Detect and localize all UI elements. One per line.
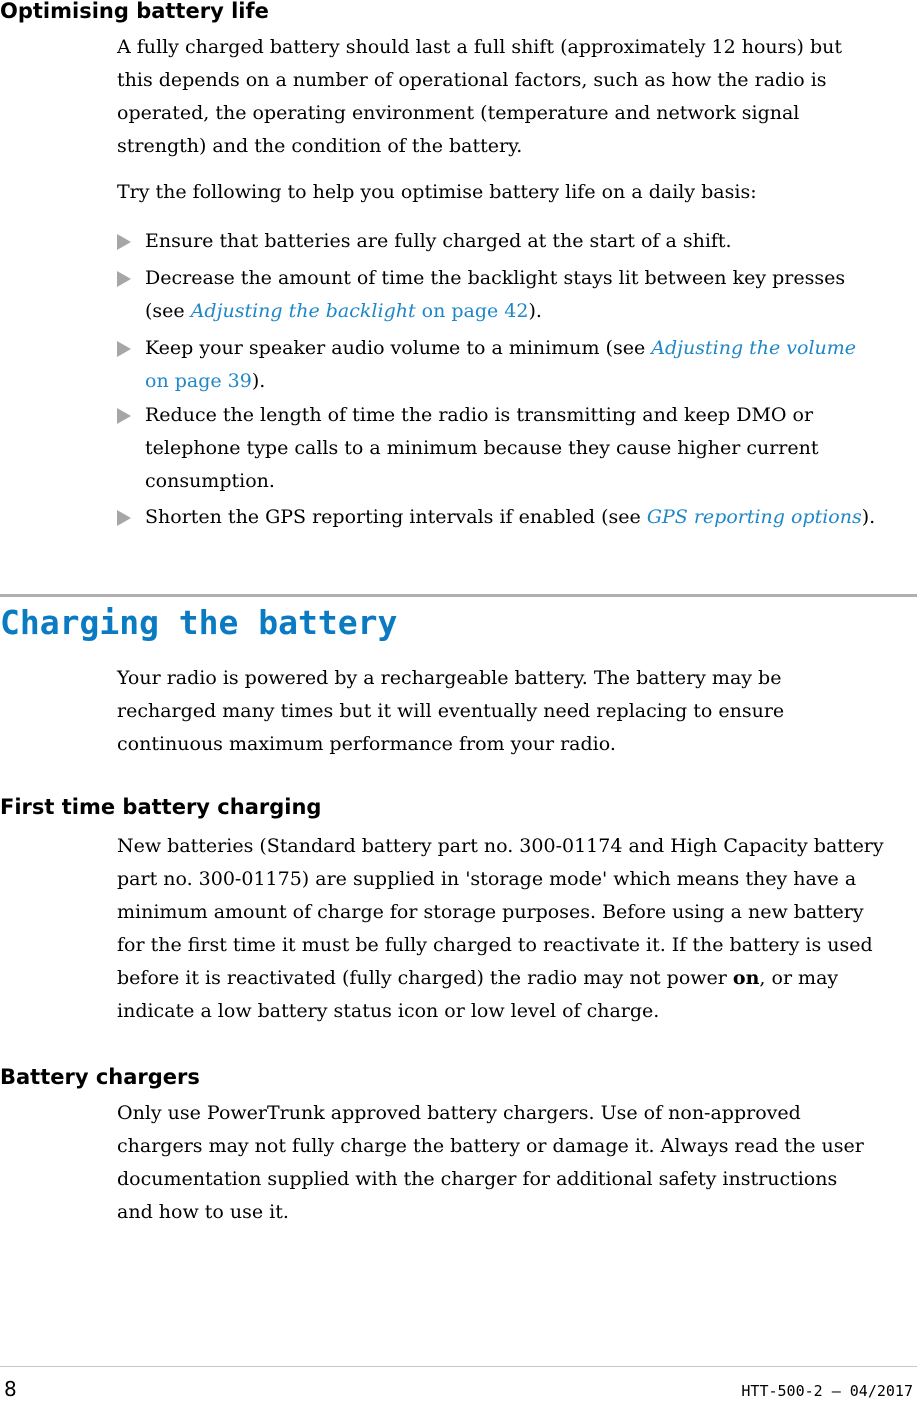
bullet-text-segment: Keep your speaker audio volume to a minimum (see bbox=[145, 337, 652, 359]
bullet-arrow-icon bbox=[117, 341, 131, 357]
text-line: minimum amount of charge for storage purposes. Before using a new battery bbox=[117, 901, 864, 923]
text-line: this depends on a number of operational factors, such as how the radio is bbox=[117, 69, 827, 91]
bullet-text bbox=[145, 399, 911, 498]
text-line: Only use PowerTrunk approved battery chargers. Use of non-approved bbox=[117, 1102, 801, 1124]
bullet-text-segment: Shorten the GPS reporting intervals if enabled (see bbox=[145, 506, 647, 528]
bold-term-on: on bbox=[732, 967, 760, 989]
bullet-item bbox=[117, 262, 911, 328]
link-gps-reporting-options[interactable]: GPS reporting options bbox=[646, 506, 862, 528]
section-heading-first-time: First time battery charging bbox=[0, 795, 322, 819]
text-line: documentation supplied with the charger for additional safety instructions bbox=[117, 1168, 838, 1190]
text-line: telephone type calls to a minimum because they cause higher current bbox=[145, 437, 819, 459]
text-line: indicate a low battery status icon or low level of charge. bbox=[117, 1000, 660, 1022]
paragraph-battery-chargers bbox=[117, 1097, 911, 1229]
link-adjusting-volume[interactable]: Adjusting the volume bbox=[651, 337, 857, 359]
bullet-text-segment: (see bbox=[145, 300, 191, 322]
text-line: operated, the operating environment (temperature and network signal bbox=[117, 102, 800, 124]
footer-divider bbox=[0, 1366, 917, 1367]
text-line bbox=[145, 295, 911, 328]
text-line bbox=[145, 365, 911, 398]
text-line: consumption. bbox=[145, 470, 275, 492]
text-line: New batteries (Standard battery part no. 300-01174 and High Capacity battery bbox=[117, 835, 884, 857]
section-heading-optimising: Optimising battery life bbox=[0, 0, 269, 23]
chapter-heading-charging: Charging the battery bbox=[0, 603, 398, 642]
bullet-item bbox=[117, 501, 911, 534]
bullet-text-segment: ). bbox=[861, 506, 876, 528]
bullet-item bbox=[117, 225, 911, 258]
bullet-text: Ensure that batteries are fully charged at the start of a shift. bbox=[145, 230, 732, 252]
bullet-text bbox=[145, 501, 911, 534]
text-line: and how to use it. bbox=[117, 1201, 289, 1223]
section-divider bbox=[0, 594, 917, 597]
page-ref-link[interactable]: on page 39 bbox=[145, 370, 252, 392]
section-heading-battery-chargers: Battery chargers bbox=[0, 1065, 200, 1089]
text-line: continuous maximum performance from your radio. bbox=[117, 733, 616, 755]
bullet-text-segment: ). bbox=[251, 370, 266, 392]
text-segment: before it is reactivated (fully charged) the radio may not power bbox=[117, 967, 733, 989]
text-line: for the first time it must be fully charged to reactivate it. If the battery is used bbox=[117, 934, 873, 956]
text-line: Your radio is powered by a rechargeable battery. The battery may be bbox=[117, 667, 782, 689]
text-line: strength) and the condition of the battery. bbox=[117, 135, 523, 157]
bullet-arrow-icon bbox=[117, 408, 131, 424]
document-code: HTT-500-2 – 04/2017 bbox=[741, 1382, 913, 1400]
page-number: 8 bbox=[4, 1377, 17, 1401]
page-ref-link[interactable]: on page 42 bbox=[415, 300, 529, 322]
bullet-arrow-icon bbox=[117, 510, 131, 526]
bullet-text bbox=[145, 332, 911, 398]
text-line: A fully charged battery should last a full shift (approximately 12 hours) but bbox=[117, 36, 842, 58]
text-line: part no. 300-01175) are supplied in 'storage mode' which means they have a bbox=[117, 868, 857, 890]
bullet-item bbox=[117, 332, 911, 398]
text-line bbox=[145, 332, 911, 365]
paragraph-charging-intro bbox=[117, 662, 911, 761]
bullet-text bbox=[145, 262, 911, 328]
text-line: Reduce the length of time the radio is transmitting and keep DMO or bbox=[145, 404, 814, 426]
text-line: recharged many times but it will eventually need replacing to ensure bbox=[117, 700, 785, 722]
text-line: Decrease the amount of time the backlight stays lit between key presses bbox=[145, 267, 846, 289]
text-line bbox=[117, 962, 911, 995]
bullet-arrow-icon bbox=[117, 234, 131, 250]
bullet-arrow-icon bbox=[117, 271, 131, 287]
paragraph-optimising-tips-intro: Try the following to help you optimise battery life on a daily basis: bbox=[117, 181, 757, 203]
paragraph-first-time bbox=[117, 830, 911, 1028]
bullet-item bbox=[117, 399, 911, 498]
bullet-text-segment: ). bbox=[528, 300, 542, 322]
link-adjusting-backlight[interactable]: Adjusting the backlight bbox=[190, 300, 416, 322]
paragraph-optimising-intro bbox=[117, 31, 911, 163]
text-segment: , or may bbox=[759, 967, 839, 989]
text-line: chargers may not fully charge the battery or damage it. Always read the user bbox=[117, 1135, 864, 1157]
